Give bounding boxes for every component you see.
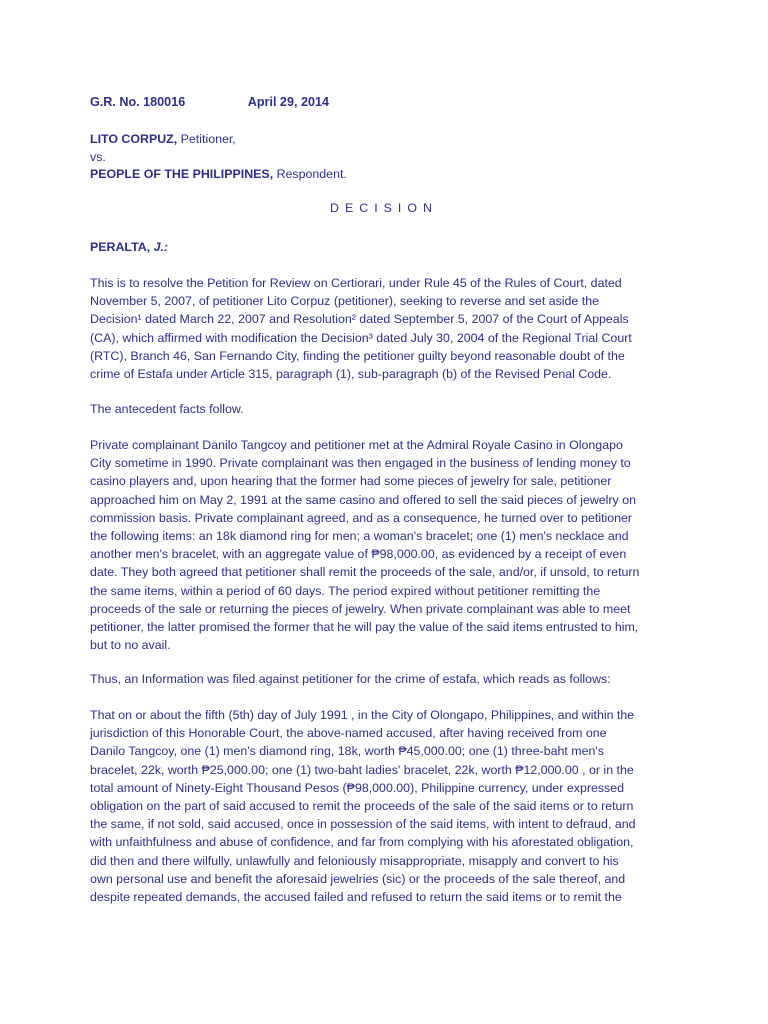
text-line: jurisdiction of this Honorable Court, the above-named accused, after having received from one <box>90 726 607 741</box>
text-line: Danilo Tangcoy, one (1) men's diamond ring, 18k, worth ₱45,000.00; one (1) three-baht men's <box>90 744 604 759</box>
paragraph-3 <box>90 436 690 654</box>
text-line: despite repeated demands, the accused failed and refused to return the said items or to remit the <box>90 890 622 905</box>
respondent-name: PEOPLE OF THE PHILIPPINES, <box>90 167 274 181</box>
respondent-line <box>90 165 728 183</box>
text-line: The antecedent facts follow. <box>90 402 244 416</box>
text-line: crime of Estafa under Article 315, paragraph (1), sub-paragraph (b) of the Revised Penal Code. <box>90 367 612 382</box>
text-line: but to no avail. <box>90 638 171 653</box>
decision-date: April 29, 2014 <box>247 95 329 109</box>
respondent-role: Respondent. <box>273 167 347 181</box>
petitioner-role: Petitioner, <box>177 132 236 146</box>
versus-text: vs. <box>90 150 106 164</box>
text-line: did then and there wilfully, unlawfully and feloniously misappropriate, misapply and convert to his <box>90 853 619 868</box>
decision-title: DECISION <box>330 201 438 215</box>
text-line: total amount of Ninety-Eight Thousand Pesos (₱98,000.00), Philippine currency, under expressed <box>90 780 625 795</box>
text-line: the same, if not sold, said accused, once in possession of the said items, with intent to defraud, and <box>90 817 636 832</box>
ponente-line <box>90 238 728 256</box>
petitioner-name: LITO CORPUZ, <box>90 132 178 146</box>
text-line: another men's bracelet, with an aggregate value of ₱98,000.00, as evidenced by a receipt of even <box>90 547 627 562</box>
text-line: own personal use and benefit the aforesaid jewelries (sic) or the proceeds of the sale thereof, and <box>90 871 626 886</box>
text-line: obligation on the part of said accused to remit the proceeds of the sale of the said items or to return <box>90 799 634 814</box>
text-line: City sometime in 1990. Private complainant was then engaged in the business of lending money to <box>90 456 631 471</box>
text-line: commission basis. Private complainant agreed, and as a consequence, he turned over to petitioner <box>90 510 633 525</box>
ponente-name: PERALTA, <box>90 240 151 254</box>
text-line: date. They both agreed that petitioner shall remit the proceeds of the sale, and/or, if unsold, to return <box>90 565 640 580</box>
text-line: Decision¹ dated March 22, 2007 and Resolution² dated September 5, 2007 of the Court of Appeals <box>90 312 629 327</box>
text-line: (CA), which affirmed with modification the Decision³ dated July 30, 2004 of the Regional Trial Court <box>90 330 632 345</box>
text-line: approached him on May 2, 1991 at the same casino and offered to sell the said pieces of jewelry on <box>90 492 636 507</box>
text-line: Thus, an Information was filed against petitioner for the crime of estafa, which reads as follows: <box>90 672 611 686</box>
text-line: (RTC), Branch 46, San Fernando City, finding the petitioner guilty beyond reasonable doubt of the <box>90 348 625 363</box>
text-line: the following items: an 18k diamond ring for men; a woman's bracelet; one (1) men's necklace and <box>90 529 629 544</box>
text-line: casino players and, upon hearing that the former had some pieces of jewelry for sale, petitioner <box>90 474 612 489</box>
paragraph-2 <box>90 400 690 418</box>
paragraph-4 <box>90 670 690 688</box>
ponente-suffix: J.: <box>153 240 169 254</box>
text-line: This is to resolve the Petition for Review on Certiorari, under Rule 45 of the Rules of Court, dated <box>90 276 622 290</box>
text-line: proceeds of the sale or returning the pieces of jewelry. When private complainant was able to meet <box>90 601 631 616</box>
versus-line <box>90 148 728 166</box>
text-line: Private complainant Danilo Tangcoy and petitioner met at the Admiral Royale Casino in Olongapo <box>90 438 623 452</box>
text-line: bracelet, 22k, worth ₱25,000.00; one (1) two-baht ladies' bracelet, 22k, worth ₱12,000.00 , or in the <box>90 762 634 777</box>
text-line: That on or about the fifth (5th) day of July 1991 , in the City of Olongapo, Philippines, and within the <box>90 708 635 722</box>
text-line: November 5, 2007, of petitioner Lito Corpuz (petitioner), seeking to reverse and set aside the <box>90 294 599 309</box>
text-line: with unfaithfulness and abuse of confidence, and far from complying with his aforestated obligation, <box>90 835 634 850</box>
petitioner-line <box>90 130 728 148</box>
text-line: petitioner, the latter promised the former that he will pay the value of the said items entrusted to him, <box>90 620 639 635</box>
paragraph-5 <box>90 706 690 906</box>
text-line: the same items, within a period of 60 days. The period expired without petitioner remitting the <box>90 583 601 598</box>
gr-number: G.R. No. 180016 <box>90 95 186 109</box>
case-header <box>90 93 728 111</box>
paragraph-1 <box>90 274 690 383</box>
